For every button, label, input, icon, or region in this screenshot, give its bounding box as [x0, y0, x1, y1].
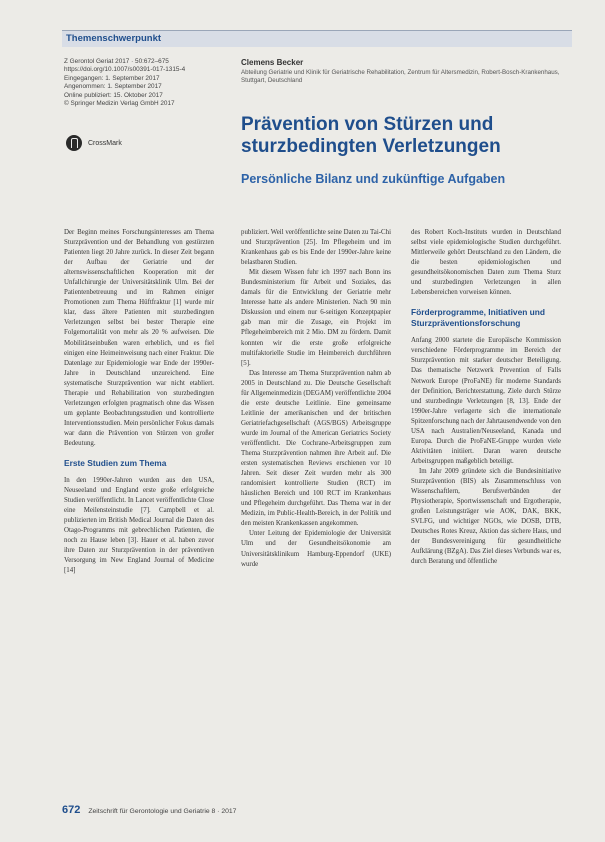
- page-number: 672: [62, 804, 81, 816]
- journal-name: Zeitschrift für Gerontologie und Geriatrie 8 · 2017: [88, 808, 237, 815]
- section-heading: Förderprogramme, Initiativen und Sturzpräventionsforschung: [411, 307, 546, 329]
- article-subtitle: Persönliche Bilanz und zukünftige Aufgaben: [241, 172, 506, 186]
- meta-published: Online publiziert: 15. Oktober 2017: [64, 91, 163, 99]
- section-header-bar: [62, 30, 572, 47]
- paragraph: Mit diesem Wissen fuhr ich 1997 nach Bonn ins Bundesministerium für Arbeit und Soziales, das damals für die Entwicklung der Geriatrie mehr Interesse hatte als andere Ministerien. Nach 90 min Diskussion und einem nur 6-seitigen Konzeptpapier gab man mir die Zusage, ein Projekt im Pflegeheimbereich mit 2 Mio. DM zu fördern. Damit konnten wir die erste große erfolgreiche multifaktorielle Studie im Heimbereich durchführen [5].: [241, 269, 391, 367]
- meta-citation: Z Gerontol Geriat 2017 · 50:672–675: [64, 58, 169, 65]
- page-footer: [62, 804, 236, 816]
- paragraph: Unter Leitung der Epidemiologie der Universität Ulm und der Gesundheitsökonomie am Universitätsklinikum Hamburg-Eppendorf (UKE) wurde: [241, 530, 391, 568]
- meta-accepted: Angenommen: 1. September 2017: [64, 83, 162, 91]
- paragraph: Im Jahr 2009 gründete sich die Bundesinitiative Sturzprävention (BIS) als Zusammenschluss von Wissenschaftlern, Berufsverbänden der Physiotherapie, Sportwissenschaft und Ergotherapie, großen Leistungsträger wie AOK, DAK, BKK, SVLFG, und wichtiger NGOs, wie DOSB, DTB, Deutsches Rotes Kreuz, Aktion das sichere Haus, und der Bundesvereinigung für gesundheitliche Aufklärung (BZgA). Das Ziel dieses Verbunds war es, durch Beratung und öffentliche: [411, 467, 561, 566]
- body-column-3: [411, 228, 561, 567]
- body-column-1: [64, 228, 214, 577]
- crossmark-label: CrossMark: [88, 139, 122, 147]
- paragraph: Anfang 2000 startete die Europäische Kommission verschiedene Förderprogramme im Bereich der Sturzprävention mit starker deutscher Beteiligung. Das thematische Netzwerk Prevention of Falls Network Europe (ProFaNE) für moderne Standards der Definition, Berichterstattung, Ziele durch Stürze und sturzbedingte Verletzungen [8, 13]. Ende der 1990er-Jahre verlagerte sich die internationale Spitzenforschung nach der Jahrtausendwende von den USA nach Australien/Neuseeland, Kanada und Europa. Durch die ProFaNE-Gruppe wurden viele Aktivitäten initiiert. Daran waren deutsche Arbeitsgruppen maßgeblich beteiligt.: [411, 337, 561, 465]
- body-column-2: [241, 228, 391, 570]
- paragraph: Der Beginn meines Forschungsinteresses am Thema Sturzprävention und der Behandlung von gestürzten Patienten liegt 20 Jahre zurück. In dieser Zeit begann der Aufbau der Geriatrie und der alternswissenschaftlichen Kooperation mit der Unfallchirurgie der Universitätsklinik Ulm. Bei der Patientenbetreuung und im Rahmen einiger Promotionen zum Thema Hüftfraktur [1] wurde mir klar, dass ältere Patienten mit sturzbedingten Verletzungen selbst bei bester Therapie eine Folgemortalität von mehr als 20 % aufweisen. Die Mobilitätseinbußen waren erheblich, und es fiel einigen eine Heimeinweisung nach einer Fraktur. Die Datenlage zur Epidemiologie war Ende der 1990er-Jahre in Deutschland unzureichend. Eine systematische Sturzprävention war nicht etabliert. Therapie und Rehabilitation von sturzbedingten Verletzungen erfolgten pragmatisch ohne das Wissen um geplante Beobachtungsstudien und kontrollierte Interventionsstudien. Mein persönlicher Fokus damals war dann die Prävention von Stürzen von großer Bedeutung.: [64, 229, 214, 447]
- meta-received: Eingegangen: 1. September 2017: [64, 74, 160, 82]
- meta-copyright: © Springer Medizin Verlag GmbH 2017: [64, 100, 175, 108]
- author-affiliation: Abteilung Geriatrie und Klinik für Geriatrische Rehabilitation, Zentrum für Altersmedizin, Robert-Bosch-Krankenhaus, Stuttgart, Deutschland: [241, 69, 560, 84]
- paragraph: des Robert Koch-Instituts wurden in Deutschland selbst viele epidemiologische Studien durchgeführt. Mittlerweile gehört Deutschland zu den Ländern, die die besten epidemiologischen und gesundheitsökonomischen Daten zum Thema Sturz und sturzbedingten Verletzungen in allen Lebensbereichen vorweisen können.: [411, 229, 561, 297]
- section-label: Themenschwerpunkt: [66, 33, 162, 44]
- paragraph: Das Interesse am Thema Sturzprävention nahm ab 2005 in Deutschland zu. Die Deutsche Gesellschaft für Allgemeinmedizin (DEGAM) veröffentlichte 2004 die erste deutsche Leitlinie. Eine gemeinsame Leitlinie der amerikanischen und der britischen Geriatriefachgesellschaft (AGS/BGS) Arbeitsgruppe wurde im Journal of the American Geriatrics Society veröffentlicht. Die Cochrane-Arbeitsgruppen zum Thema Sturzprävention nahmen ihre Arbeit auf. Die ersten systematischen Reviews erschienen vor 10 Jahren. Seit dieser Zeit wurden mehr als 300 randomisiert kontrollierte Studien (RCT) im häuslichen Bereich und 100 RCT im Krankenhaus und Pflegeheim durchgeführt. Das Thema war in der Medizin, im Public-Health-Bereich, in der Politik und den meisten Krankenkassen angekommen.: [241, 369, 391, 528]
- article-metadata: [64, 58, 224, 108]
- meta-doi[interactable]: https://doi.org/10.1007/s00391-017-1315-4: [64, 66, 186, 74]
- paragraph: In den 1990er-Jahren wurden aus den USA, Neuseeland und England erste große erfolgreiche Studien veröffentlicht. In Lancet veröffentlichte Close eine Meilensteinstudie [7]. Campbell et al. publizierten im British Medical Journal die Daten des Otago-Programms mit gebrechlichen Patienten, die noch zu Hause leben [3]. Hauer et al. haben zuvor ihre Daten zur Sturzprävention in der präventiven Versorgung im New England Journal of Medicine [14]: [64, 477, 214, 575]
- paragraph: publiziert. Weil veröffentlichte seine Daten zu Tai-Chi und Sturzprävention [25]. Im Pflegeheim und im Krankenhaus gab es bis Ende der 1990er-Jahre keine belastbaren Studien.: [241, 229, 391, 267]
- author-name: Clemens Becker: [241, 58, 304, 67]
- crossmark-icon: [66, 135, 82, 151]
- crossmark-badge[interactable]: [66, 134, 122, 152]
- section-heading: Erste Studien zum Thema: [64, 458, 167, 469]
- article-title: Prävention von Stürzen und sturzbedingten Verletzungen: [241, 114, 501, 157]
